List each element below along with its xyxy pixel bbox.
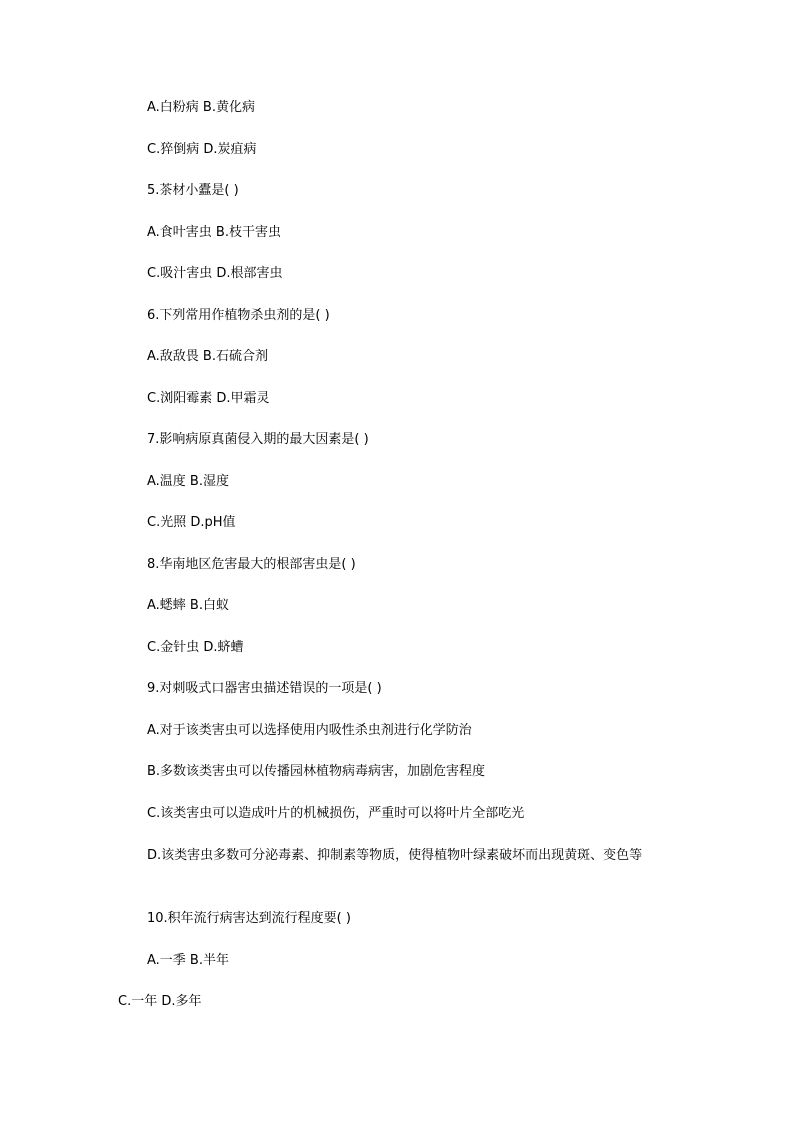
option-line: C.猝倒病 D.炭疽病	[147, 142, 257, 157]
question-line: 9.对刺吸式口器害虫描述错误的一项是( )	[147, 681, 382, 696]
option-line: C.金针虫 D.蛴螬	[147, 640, 244, 655]
option-line: C.一年 D.多年	[118, 994, 202, 1009]
option-line: C.吸汁害虫 D.根部害虫	[147, 266, 283, 281]
option-line: B.多数该类害虫可以传播园林植物病毒病害，加剧危害程度	[147, 764, 486, 779]
option-line: C.浏阳霉素 D.甲霜灵	[147, 391, 270, 406]
question-line: 8.华南地区危害最大的根部害虫是( )	[147, 557, 356, 572]
option-line: A.温度 B.湿度	[147, 474, 229, 489]
option-line: A.白粉病 B.黄化病	[147, 100, 255, 115]
option-line: A.一季 B.半年	[147, 953, 229, 968]
question-line: 5.茶材小蠹是( )	[147, 183, 239, 198]
option-line: A.食叶害虫 B.枝干害虫	[147, 225, 281, 240]
option-line-wrapped: D.该类害虫多数可分泌毒素、抑制素等物质，使得植物叶绿素破坏而出现黄斑、变色等	[147, 848, 643, 863]
question-line: 10.积年流行病害达到流行程度要( )	[147, 911, 351, 926]
option-line: C.该类害虫可以造成叶片的机械损伤，严重时可以将叶片全部吃光	[147, 806, 525, 821]
option-line: A.敌敌畏 B.石硫合剂	[147, 349, 268, 364]
option-line: A.对于该类害虫可以选择使用内吸性杀虫剂进行化学防治	[147, 723, 472, 738]
option-line: A.蟋蟀 B.白蚁	[147, 598, 229, 613]
option-line: C.光照 D.pH值	[147, 515, 236, 530]
question-line: 6.下列常用作植物杀虫剂的是( )	[147, 308, 330, 323]
question-line: 7.影响病原真菌侵入期的最大因素是( )	[147, 432, 369, 447]
